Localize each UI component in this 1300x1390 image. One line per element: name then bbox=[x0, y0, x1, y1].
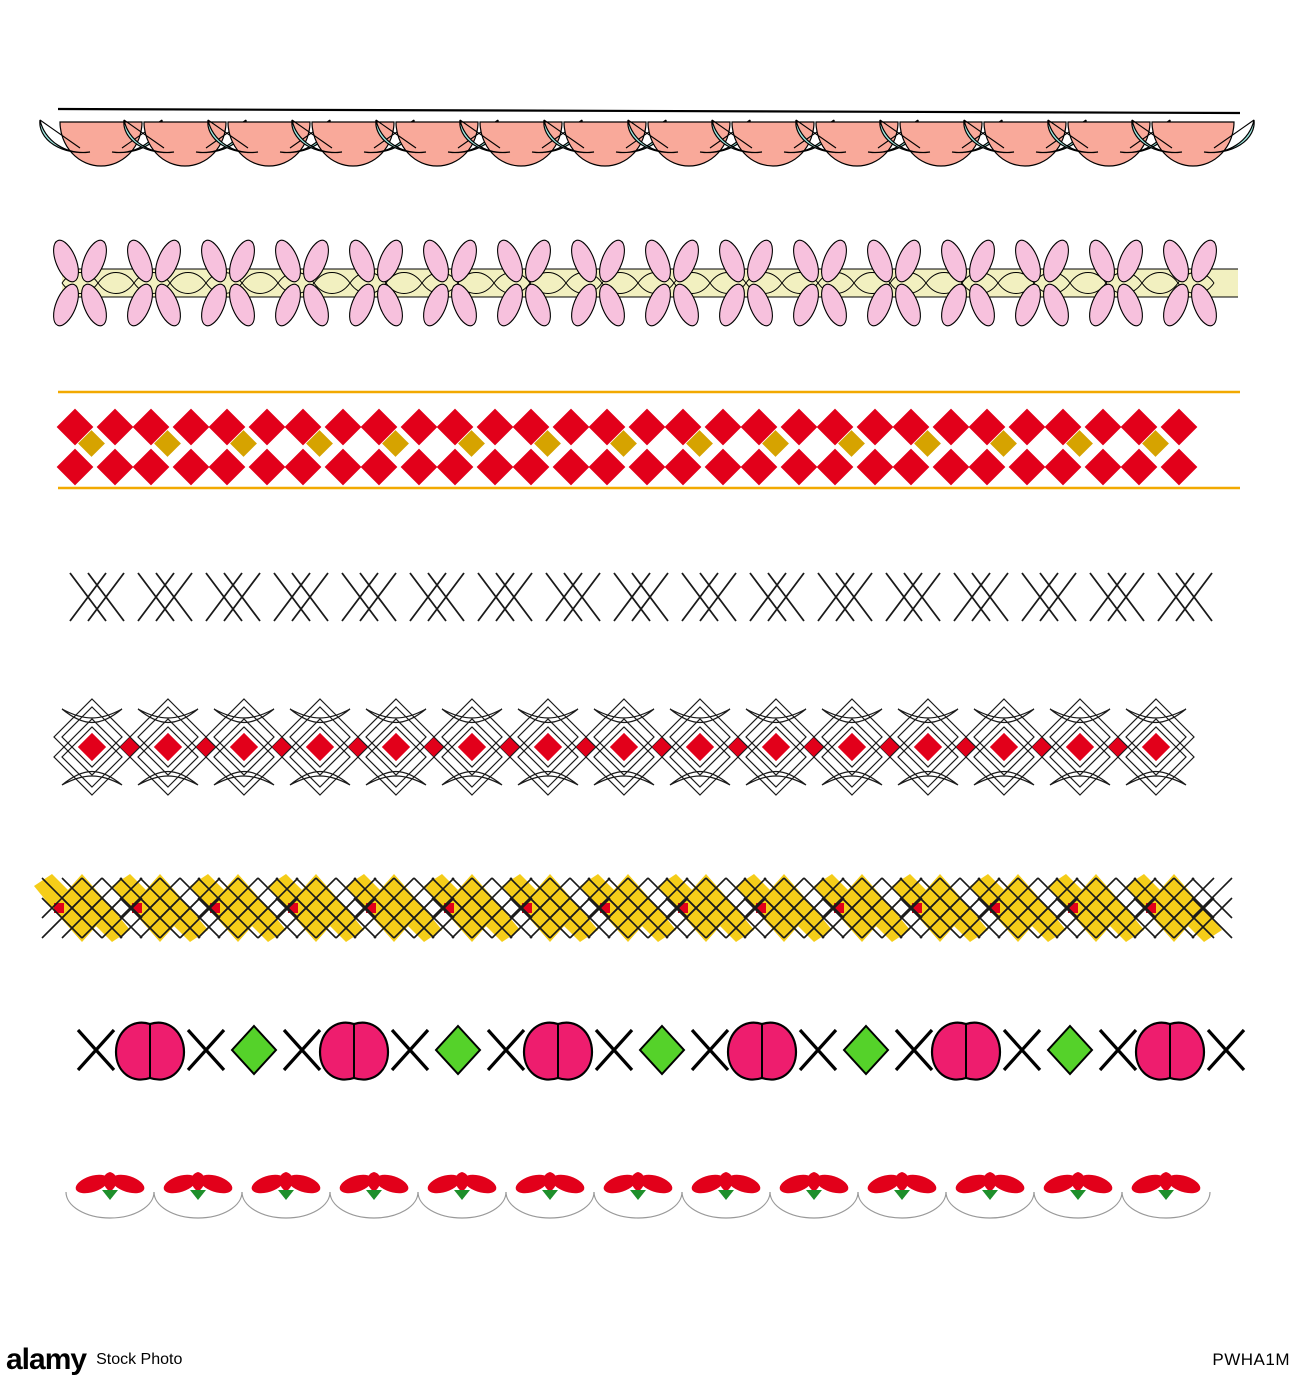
stock-photo-caption: Stock Photo bbox=[96, 1351, 183, 1368]
red-diamond-cluster-border bbox=[0, 382, 1300, 500]
outlined-knot-red-diamond-border bbox=[0, 688, 1300, 806]
scallop-fan-border bbox=[0, 90, 1300, 180]
yellow-cross-stitch-border bbox=[0, 852, 1300, 964]
pink-butterfly-braid-border bbox=[0, 222, 1300, 344]
alamy-logo bbox=[6, 1343, 86, 1377]
alamy-logo-text: alamy bbox=[6, 1343, 87, 1376]
cross-stitch-zigzag-border bbox=[0, 555, 1300, 645]
image-id-label: PWHA1M bbox=[1212, 1350, 1290, 1369]
pink-apple-green-diamond-border bbox=[0, 1008, 1300, 1092]
stock-watermark-bar bbox=[0, 1330, 1300, 1390]
red-tulip-scallop-border bbox=[0, 1148, 1300, 1232]
